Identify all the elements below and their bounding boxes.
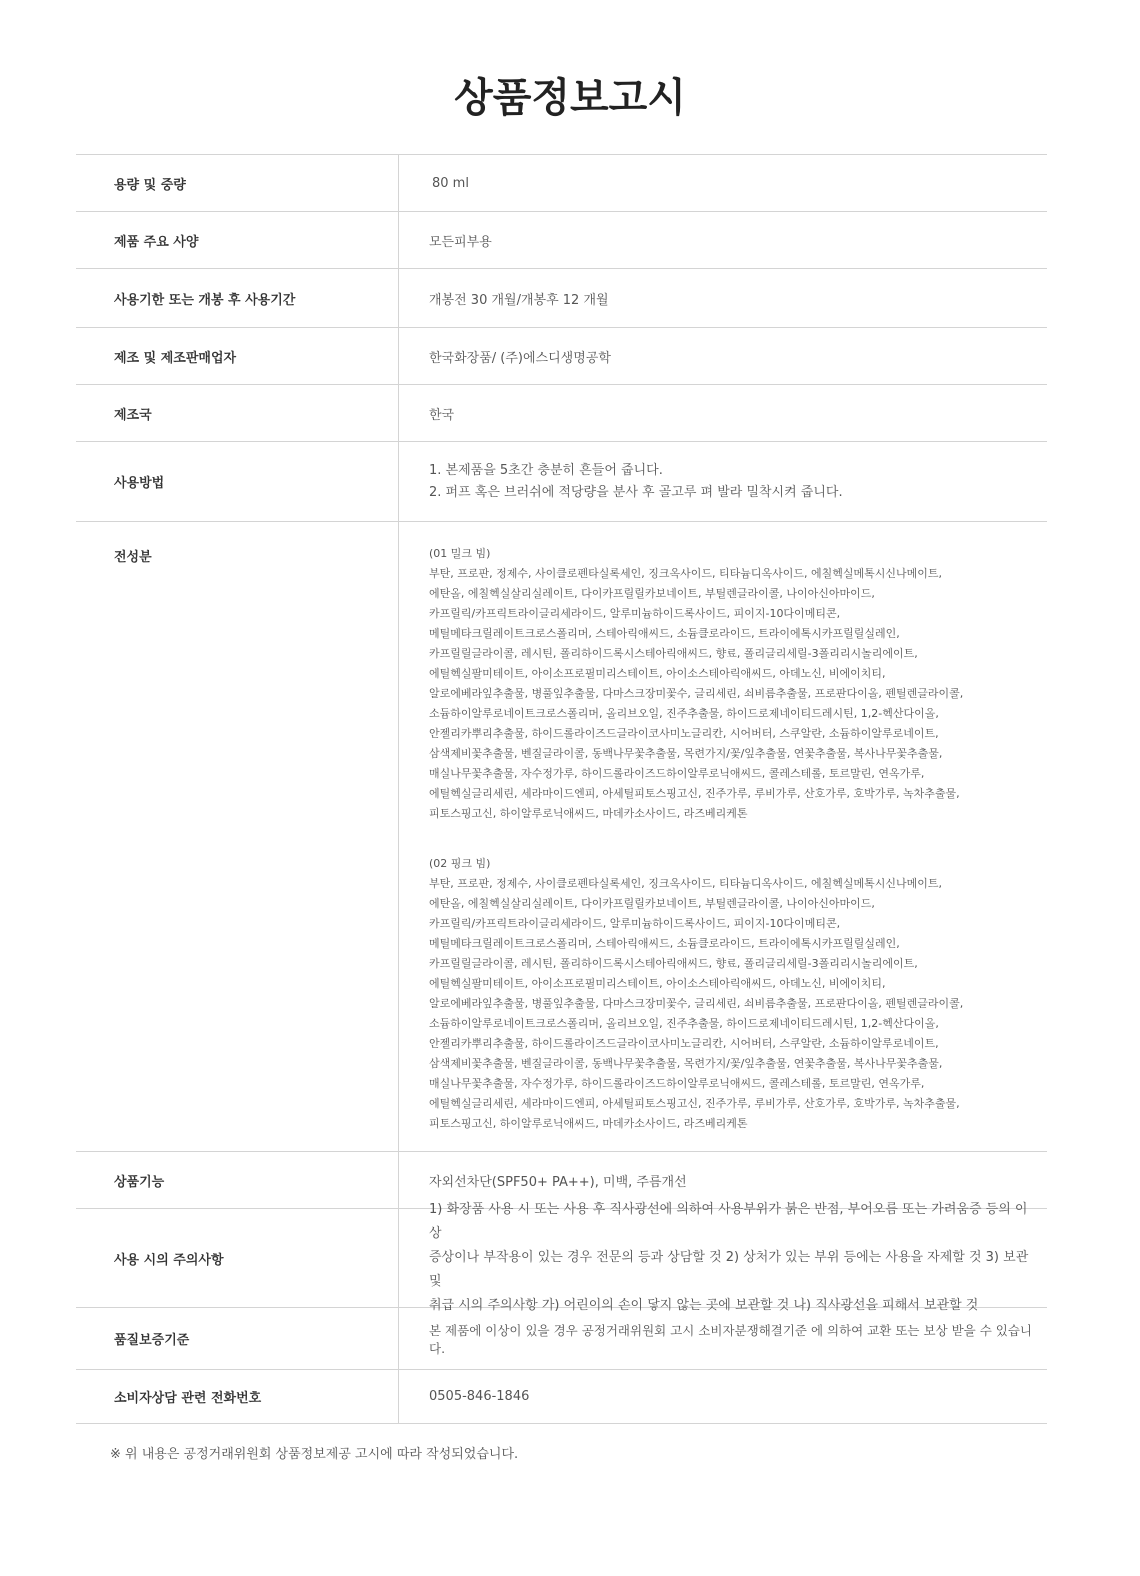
row-label: 사용기한 또는 개봉 후 사용기간: [76, 269, 399, 327]
row-value: 한국화장품/ (주)에스디생명공학: [429, 350, 611, 366]
ingredients-value: [399, 522, 1047, 1151]
table-row-country: [76, 385, 1047, 442]
product-info-table: [76, 154, 1047, 1424]
table-row-ingredients: [76, 522, 1047, 1152]
row-label: 상품기능: [76, 1152, 399, 1208]
ingredient-block-title: (01 밀크 빔): [429, 547, 491, 560]
usage-step: 1. 본제품을 5초간 충분히 흔들어 줍니다.: [429, 462, 663, 478]
table-row-phone: [76, 1370, 1047, 1424]
caution-line: 취급 시의 주의사항 가) 어린이의 손이 닿지 않는 곳에 보관할 것 나) 직사광선을 피해서 보관할 것: [429, 1298, 979, 1313]
table-row-caution: [76, 1202, 1047, 1313]
table-row-shelf-life: [76, 269, 1047, 328]
ingredient-block-pink-beam: [429, 854, 1033, 1134]
row-label: 전성분: [76, 522, 399, 1151]
row-value: 한국: [429, 407, 455, 423]
row-label: 사용방법: [76, 442, 399, 521]
row-value: [399, 155, 1047, 211]
caution-line: 증상이나 부작용이 있는 경우 전문의 등과 상담할 것 2) 상처가 있는 부위 등에는 사용을 자제할 것 3) 보관 및: [429, 1250, 1029, 1289]
table-row-quality: [76, 1308, 1047, 1370]
row-label: 용량 및 중량: [76, 155, 399, 211]
footnote: ※ 위 내용은 공정거래위원회 상품정보제공 고시에 따라 작성되었습니다.: [110, 1447, 519, 1462]
row-value: 본 제품에 이상이 있을 경우 공정거래위원회 고시 소비자분쟁해결기준 에 의하여 교환 또는 보상 받을 수 있습니다.: [429, 1322, 1032, 1356]
row-value: 0505-846-1846: [429, 1389, 530, 1404]
caution-line: 1) 화장품 사용 시 또는 사용 후 직사광선에 의하여 사용부위가 붉은 반점, 부어오름 또는 가려움증 등의 이상: [429, 1202, 1028, 1241]
row-label: 제품 주요 사양: [76, 212, 399, 268]
table-row-capacity: [76, 155, 1047, 212]
row-label: 품질보증기준: [76, 1308, 399, 1369]
page-title: 상품정보고시: [454, 75, 686, 121]
row-value: [399, 1202, 1047, 1313]
ingredient-block-title: (02 핑크 빔): [429, 857, 491, 870]
ingredient-list: 부탄, 프로판, 정제수, 사이클로펜타실록세인, 징크옥사이드, 티타늄디옥사이드, 에칠헥실메톡시신나메이트, 에탄올, 에칠헥실살리실레이트, 다이카프릴릴카보네이트, 부틸렌글라이콜, 나이아신아마이드, 카프릴릭/카프릭트라이글리세라이드, 알루미늄하이드록사이드, 피이지-10다이메티콘, 메틸메타크릴레이트크로스폴리머, 스테아릭애씨드, 소듐클로라이드, 트라이에톡시카프릴릴실레인, 카프릴릴글라이콜, 레시틴, 폴리하이드록시스테아릭애씨드, 향료, 폴리글리세릴-3폴리리시놀리에이트, 에틸헥실팔미테이트, 아이소프로필미리스테이트, 아이소스테아릭애씨드, 아데노신, 비에이치티, 알로에베라잎추출물, 병풀잎추출물, 다마스크장미꽃수, 글리세린, 쇠비름추출물, 프로판다이올, 펜틸렌글라이콜, 소듐하이알루로네이트크로스폴리머, 올리브오일, 진주추출물, 하이드로제네이티드레시틴, 1,2-헥산다이올, 안젤리카뿌리추출물, 하이드롤라이즈드글라이코사미노글리칸, 시어버터, 스쿠알란, 소듐하이알루로네이트, 삼색제비꽃추출물, 벤질글라이콜, 동백나무꽃추출물, 목련가지/꽃/잎추출물, 연꽃추출물, 복사나무꽃추출물, 매실나무꽃추출물, 자수정가루, 하이드롤라이즈드하이알루로닉애씨드, 콜레스테롤, 토르말린, 연옥가루, 에틸헥실글리세린, 세라마이드엔피, 아세틸피토스핑고신, 진주가루, 루비가루, 산호가루, 호박가루, 녹차추출물, 피토스핑고신, 하이알루로닉애씨드, 마데카소사이드, 라즈베리케톤: [429, 877, 964, 1130]
capacity-value: 80 ml: [432, 175, 469, 191]
table-row-usage: [76, 442, 1047, 522]
usage-step: 2. 퍼프 혹은 브러쉬에 적당량을 분사 후 골고루 펴 발라 밀착시켜 줍니다.: [429, 484, 843, 500]
table-row-manufacturer: [76, 328, 1047, 385]
ingredient-block-milk-beam: [429, 544, 1033, 824]
row-label: 사용 시의 주의사항: [76, 1209, 399, 1307]
row-label: 제조국: [76, 385, 399, 441]
row-label: 제조 및 제조판매업자: [76, 328, 399, 384]
row-value: 모든피부용: [429, 234, 492, 250]
row-value: [399, 442, 1047, 521]
table-row-spec: [76, 212, 1047, 269]
ingredient-list: 부탄, 프로판, 정제수, 사이클로펜타실록세인, 징크옥사이드, 티타늄디옥사이드, 에칠헥실메톡시신나메이트, 에탄올, 에칠헥실살리실레이트, 다이카프릴릴카보네이트, 부틸렌글라이콜, 나이아신아마이드, 카프릴릭/카프릭트라이글리세라이드, 알루미늄하이드록사이드, 피이지-10다이메티콘, 메틸메타크릴레이트크로스폴리머, 스테아릭애씨드, 소듐클로라이드, 트라이에톡시카프릴릴실레인, 카프릴릴글라이콜, 레시틴, 폴리하이드록시스테아릭애씨드, 향료, 폴리글리세릴-3폴리리시놀리에이트, 에틸헥실팔미테이트, 아이소프로필미리스테이트, 아이소스테아릭애씨드, 아데노신, 비에이치티, 알로에베라잎추출물, 병풀잎추출물, 다마스크장미꽃수, 글리세린, 쇠비름추출물, 프로판다이올, 펜틸렌글라이콜, 소듐하이알루로네이트크로스폴리머, 올리브오일, 진주추출물, 하이드로제네이티드레시틴, 1,2-헥산다이올, 안젤리카뿌리추출물, 하이드롤라이즈드글라이코사미노글리칸, 시어버터, 스쿠알란, 소듐하이알루로네이트, 삼색제비꽃추출물, 벤질글라이콜, 동백나무꽃추출물, 목련가지/꽃/잎추출물, 연꽃추출물, 복사나무꽃추출물, 매실나무꽃추출물, 자수정가루, 하이드롤라이즈드하이알루로닉애씨드, 콜레스테롤, 토르말린, 연옥가루, 에틸헥실글리세린, 세라마이드엔피, 아세틸피토스핑고신, 진주가루, 루비가루, 산호가루, 호박가루, 녹차추출물, 피토스핑고신, 하이알루로닉애씨드, 마데카소사이드, 라즈베리케톤: [429, 567, 964, 820]
row-value: 자외선차단(SPF50+ PA++), 미백, 주름개선: [429, 1174, 687, 1190]
row-value: 개봉전 30 개월/개봉후 12 개월: [429, 292, 609, 308]
row-label: 소비자상담 관련 전화번호: [76, 1370, 399, 1423]
